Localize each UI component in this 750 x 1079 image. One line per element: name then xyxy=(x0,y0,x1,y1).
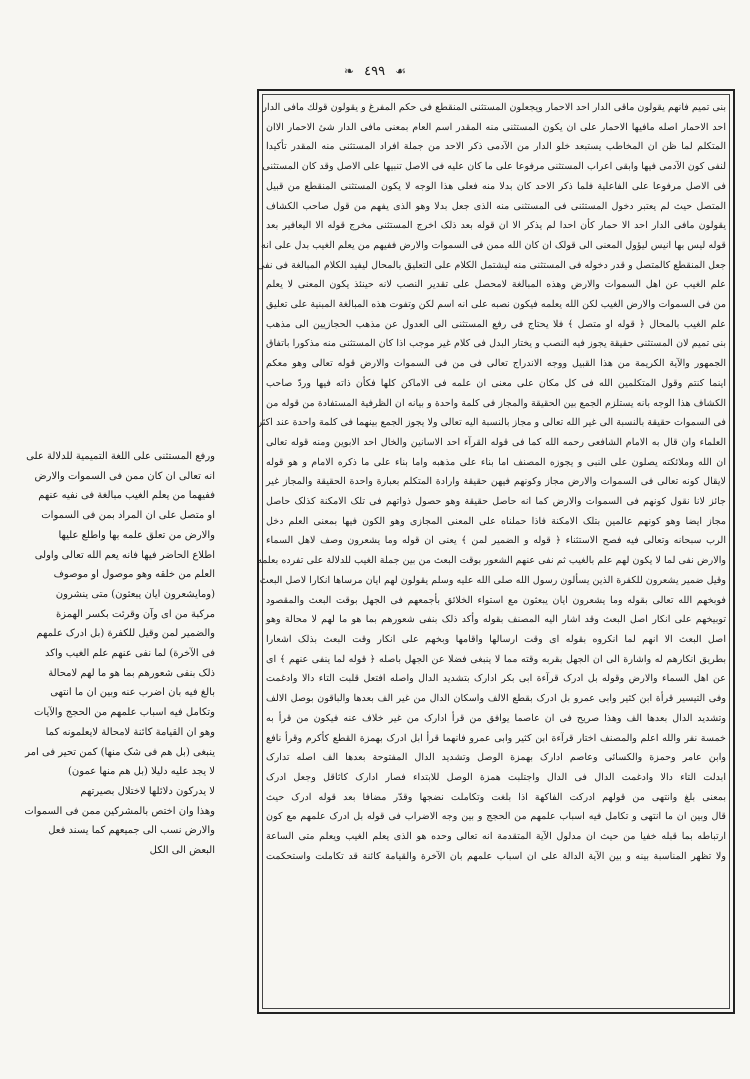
main-text-line: وتشدید الدال بعدها الف وهذا صریح فی ان عاصما یوافق من قرأ ادارک من غیر خلاف عنه فیکون من قرأ به xyxy=(266,712,726,724)
main-text-line: لنفی کون الآدمی فیها وابقی اعراب المستثنی مرفوعا علی ما کان علیه فی الاصل تنبیها علی الاصل وقد کان المستثنی xyxy=(262,161,726,173)
main-text-line: قال وبین ان ما انتهی و تکامل فیه اسباب علمهم من الحجج و بین وجه الاضراب فی قوله بل ادرک علمهم مع کون xyxy=(266,811,726,823)
margin-text-line: مرکبة من ای وآن وقرئت بکسر الهمزة xyxy=(55,608,215,620)
page-number xyxy=(0,64,750,79)
main-text-line: فوبخهم الله تعالی بقوله وما یشعرون ایان یبعثون مع استواء الخلائق بأجمعهم فی الجهل بوقت البعث والمقصود xyxy=(266,594,726,606)
margin-text-line: وهو ان القیامة کائنة لامحالة لایعلمونه کما xyxy=(45,726,215,738)
margin-text-line: ففیهما من یعلم الغیب مبالغة فی نفیه عنهم xyxy=(38,490,215,502)
main-text-line: وقیل ضمیر یشعرون للکفرة الذین یسألون رسول الله صلی الله علیه وسلم یقولون لهم ایان مرساها انکارا لاصل البعث xyxy=(259,574,726,586)
main-text-line: بنی تمیم لان المستثنی حقیقة یجوز فیه النصب و یختار البدل فی کلام غیر موجب اذا کان المستثنی منه مذکورا باتفاق xyxy=(266,338,726,350)
page-number-value: ٤٩٩ xyxy=(364,64,386,79)
main-text-line: فی الاصل مرفوعا علی الفاعلیة فلما ذکر الاحد کان بدلا منه فعلی هذا الوجه لا یکون المستثنی المنقطع من قبیل xyxy=(266,180,726,192)
main-text-line: الرب سبحانه وتعالی فیه فصح الاستثناء ﴿ قوله و الضمیر لمن ﴾ یعنی ان قوله وما یشعرون وصف لاهل السماء xyxy=(266,535,726,547)
margin-text-line: والارض نسب الی جمیعهم کما یسند فعل xyxy=(48,825,215,837)
main-text-line: علم الغیب بالمحال ﴿ قوله او متصل ﴾ فلا یحتاج فی رفع المستثنی الی العدول عن مذهب الحجازیین الی مذهب xyxy=(266,318,726,330)
margin-text-line: ذلک بنفی شعورهم بما هو ما لهم لامحالة xyxy=(48,667,215,679)
main-text-line: من فی السموات والارض الغیب لکن الله یعلمه فیکون نصبه علی انه اسم لکن وتفوت هذه المبالغة المبنیة علی تعلیق xyxy=(266,299,726,311)
main-text-line: عن اهل السماء والارض وقوله بل ادرک قرآءة ابی بکر ادارک بتشدید الدال واصله افتعل قلبت التاء دالا وادغمت xyxy=(266,673,726,685)
main-text-line: العلماء وان قال به الامام الشافعی رحمه الله کما فی قوله القرآء احد الاسانین والخال احد الابوین ومنه قوله تعالی xyxy=(266,436,726,448)
main-text-line: قوله لیس بها انیس لیؤول المعنی الی قولک ان کان الله ممن فی السموات والارض ففیهم من یعلم الغیب بدل علی انه xyxy=(261,239,726,251)
ornament-left: ❧ xyxy=(343,64,355,78)
margin-text-line: والضمیر لمن وقیل للکفرة (بل ادرک علمهم xyxy=(36,628,215,640)
main-text-line: جائز لانا نقول کونهم فی السموات والارض کما انه حاصل حقیقة وهو حصول ذواتهم فی تلک الامکنة کذلک حاصل xyxy=(266,496,726,508)
margin-tafsir-text xyxy=(0,447,215,857)
main-text-line: اصل البعث الا انهم لما انکروه بقوله ای وقت ارسالها واقامها وبخهم علی انکار وقت البعث بذلک اشعارا xyxy=(266,633,726,645)
margin-text-line: او متصل علی ان المراد بمن فی السموات xyxy=(41,510,215,522)
main-text-line: بطریق انکارهم له واشارة الی ان الجهل بقربه وقته مما لا ینبغی فضلا عن الجهل باصله ﴿ قوله لما ینفی عنهم ﴾ ای xyxy=(266,653,726,665)
main-text-line: الکشاف هذا الوجه بانه یستلزم الجمع بین الحقیقة والمجاز فی کلمة واحدة و بیانه ان الظرفیة المستفادة من قوله من xyxy=(266,397,726,409)
ornament-right: ☙ xyxy=(395,64,407,78)
main-text-line: وابن عامر وحمزة والکسائی وعاصم ادارک بهمزة الوصل وتشدید الدال المفتوحة بعدها الف اصله تدارک xyxy=(266,752,726,764)
main-text-line: احد الاحمار اصله مافیها الاحمار علی ان یکون المستثنی منه المقدر اسم العام بمعنی مافی الدار شئ الاحمار الاان xyxy=(266,121,726,133)
margin-text-line: ینبغی (بل هم فی شک منها) کمن تحیر فی امر xyxy=(25,746,215,758)
main-text-line: المتصل حیث لم یعتبر دخول المستثنی فی المستثنی منه الذی جعل بدلا وهو الذی یفهم من قول صاحب الکشاف xyxy=(266,200,726,212)
main-text-line: وفی التیسیر قرأة ابن کثیر وابی عمرو بل ادرک بقطع الالف واسکان الدال من غیر الف بعدها والباقون بوصل الالف xyxy=(266,693,726,705)
main-text-line: توبیخهم علی انکار اصل البعث وقد اشار الیه المصنف بقوله وأکد ذلک بنفی شعورهم بما هو ما لهم لا محالة وهو xyxy=(266,614,726,626)
margin-text-line: لا یدرکون دلائلها لاختلال بصیرتهم xyxy=(80,785,215,797)
main-text-line: الجمهور والآیة الکریمة من هذا القبیل ووجه الاندراج تعالی فی من فی السموات والارض قوله تعالی وهو معکم xyxy=(266,358,726,370)
margin-text-line: وتکامل فیه اسباب علمهم من الحجج والآیات xyxy=(33,707,215,719)
main-text-line: ارتباطه بما قبله خفیا من حیث ان مدلول الآیة المتقدمة انه تعالی وحده هو الذی یعلم الغیب ویعلم متی الساعة xyxy=(266,831,726,843)
main-text-line: جعل المنقطع کالمتصل و قدر دخوله فی المستثنی منه لیشتمل الکلام علی التعلیق بالمحال لیفید الکلام المبالغة فی نفی xyxy=(256,259,726,271)
main-text-line: اینما کنتم وقول المتکلمین الله فی کل مکان علی معنی ان علمه فی الاماکن کلها فکأن ذاته فیها وردّ صاحب xyxy=(266,377,726,389)
margin-text-line: البعض الی الکل xyxy=(149,845,215,857)
margin-text-line: ورفع المستثنی علی اللغة التمیمیة للدلالة علی xyxy=(26,451,215,462)
main-text-line: مجاز ایضا وهو کونهم عالمین بتلک الامکنة فاذا حملناه علی المعنی المجازی وهو الکون فیها بمعنی العلم دخل xyxy=(266,515,726,527)
margin-text-line: لا یجد علیه دلیلا (بل هم منها عمون) xyxy=(68,766,215,778)
main-text-line: بمعنی بلغ وانتهی من قولهم ادرکت الفاکهة اذا بلغت وتکاملت نضجها وقدّر مضافا بعد قوله ادرک حیث xyxy=(266,791,726,803)
main-text-line: والارض نفی لما لا یکون لهم علم بالغیب ثم نفی عنهم الشعور بوقت البعث من بین جملة الغیب للدلالة علی تفرده بعلمه xyxy=(257,555,726,567)
margin-text-line: (ومایشعرون ایان یبعثون) متی ینشرون xyxy=(55,588,215,600)
main-text-line: یقولون مافی الدار احد الا حمار کأن احدا لم یذکر الا ان قوله بعد ذلک اخرج المستثنی مخرج قوله الا الیعافیر بعد xyxy=(266,220,726,232)
main-text-line: لایقال کونه تعالی فی السموات والارض مجاز وکونهم فیهن حقیقة وارادة المتکلم بعبارة واحدة الحقیقة والمجاز غیر xyxy=(266,476,726,488)
margin-text-line: فی الآخرة) لما نفی عنهم علم الغیب واکد xyxy=(44,648,215,660)
main-text-line: ان الله وملائکته یصلون علی النبی و یجوزه المصنف اما بناء علی مذهبه واما بناء علی ما ذکره الامام و هو قوله xyxy=(266,456,726,468)
margin-text-line: بالغ فیه بان اضرب عنه وبین ان ما انتهی xyxy=(50,687,215,699)
main-commentary-text xyxy=(256,98,726,1006)
main-text-line: خمسة نفر والله اعلم والمصنف اختار قرآءة ابن کثیر وابی عمرو فانهما قرأ ابل ادرک بهمزة القطع کأکرم وقرأ نافع xyxy=(266,732,726,744)
main-text-line: ابدلت التاء دالا وادغمت الدال فی الدال واجتلبت همزة الوصل للابتداء فصار ادارک کاثاقل وجعل ادرک xyxy=(266,771,726,783)
main-text-line: فی السموات حقیقة بالنسبة الی غیر الله تعالی و مجاز بالنسبة الیه تعالی ولا یجوز الجمع بینهما فی کلمة واحدة عند اکثر xyxy=(257,417,726,429)
main-text-line: علم الغیب عن اهل السموات والارض وهذه المبالغة لامحصل علی تقدیر النصب لانه حینئذ یکون المعنی لا یعلم xyxy=(266,279,726,291)
main-text-line: بنی تمیم فانهم یقولون ماقی الدار احد الاحمار ویجعلون المستثنی المنقطع فی حکم المفرغ و یقولون قولك مافی الدار xyxy=(262,102,726,113)
margin-text-line: العلم من خلقه وهو موصول او موصوف xyxy=(53,569,215,581)
margin-text-line: والارض من تعلق علمه بها واطلع علیها xyxy=(58,529,215,541)
margin-text-line: انه تعالی ان کان ممن فی السموات والارض xyxy=(34,470,215,482)
margin-text-line: اطلاع الحاضر فیها فانه یعم الله تعالی واولی xyxy=(34,549,215,561)
margin-text-line: وهذا وان اختص بالمشرکین ممن فی السموات xyxy=(24,805,215,817)
main-text-line: ولا تظهر المناسبة بینه و بین الآیة الدالة علی ان اسباب علمهم بان الآخرة والقیامة کائنة قد تکاملت واستحکمت xyxy=(266,850,726,862)
main-text-line: المتکلم لما ظن ان المخاطب یستبعد خلو الدار من الآدمی ذکر الاحد من جملة افراد المستثنی منه المقدر تأکیدا xyxy=(266,141,726,153)
